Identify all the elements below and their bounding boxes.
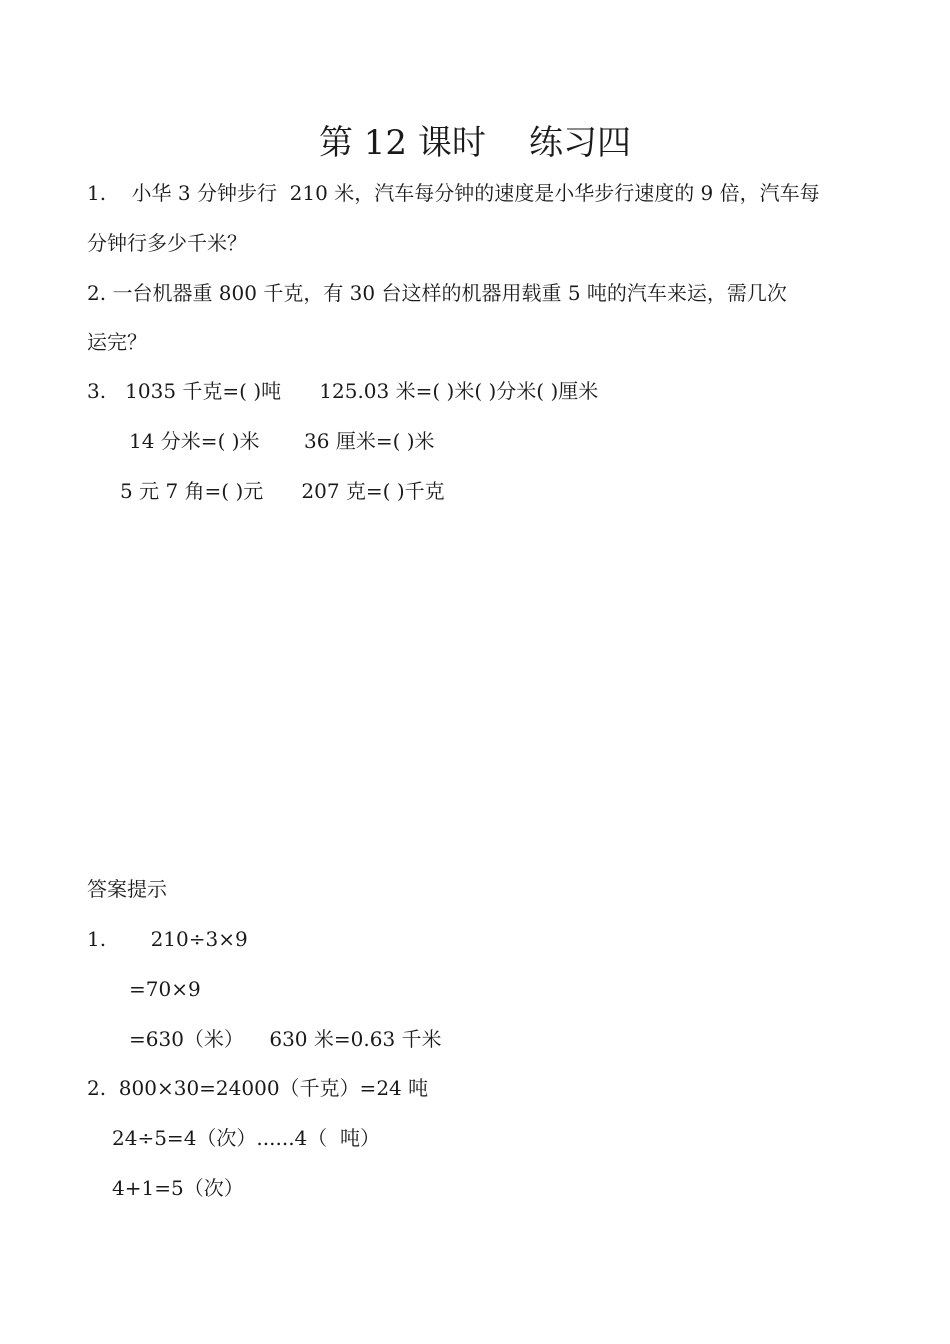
question-2-line-1: 2. 一台机器重 800 千克，有 30 台这样的机器用载重 5 吨的汽车来运，需几次 [87, 281, 787, 305]
answer-2-line-1: 2. 800×30=24000（千克）=24 吨 [87, 1076, 429, 1100]
question-2-line-2: 运完？ [87, 330, 147, 354]
question-1-line-2: 分钟行多少千米？ [87, 231, 247, 255]
answer-1-line-1: 1. 210÷3×9 [87, 927, 248, 951]
question-3-line-2: 14 分米=( )米 36 厘米=( )米 [129, 429, 435, 453]
answer-1-line-3: =630（米） 630 米=0.63 千米 [129, 1027, 442, 1051]
page-title: 第 12 课时 练习四 [318, 123, 632, 163]
question-1-line-1: 1. 小华 3 分钟步行 210 米，汽车每分钟的速度是小华步行速度的 9 倍，汽车每 [87, 181, 820, 205]
answer-2-line-3: 4+1=5（次） [112, 1176, 244, 1200]
question-3-line-1: 3. 1035 千克=( )吨 125.03 米=( )米( )分米( )厘米 [87, 379, 599, 403]
answer-heading: 答案提示 [87, 877, 167, 901]
answer-1-line-2: =70×9 [129, 977, 201, 1001]
question-3-line-3: 5 元 7 角=( )元 207 克=( )千克 [120, 479, 445, 503]
answer-2-line-2: 24÷5=4（次）......4（ 吨） [112, 1126, 380, 1150]
